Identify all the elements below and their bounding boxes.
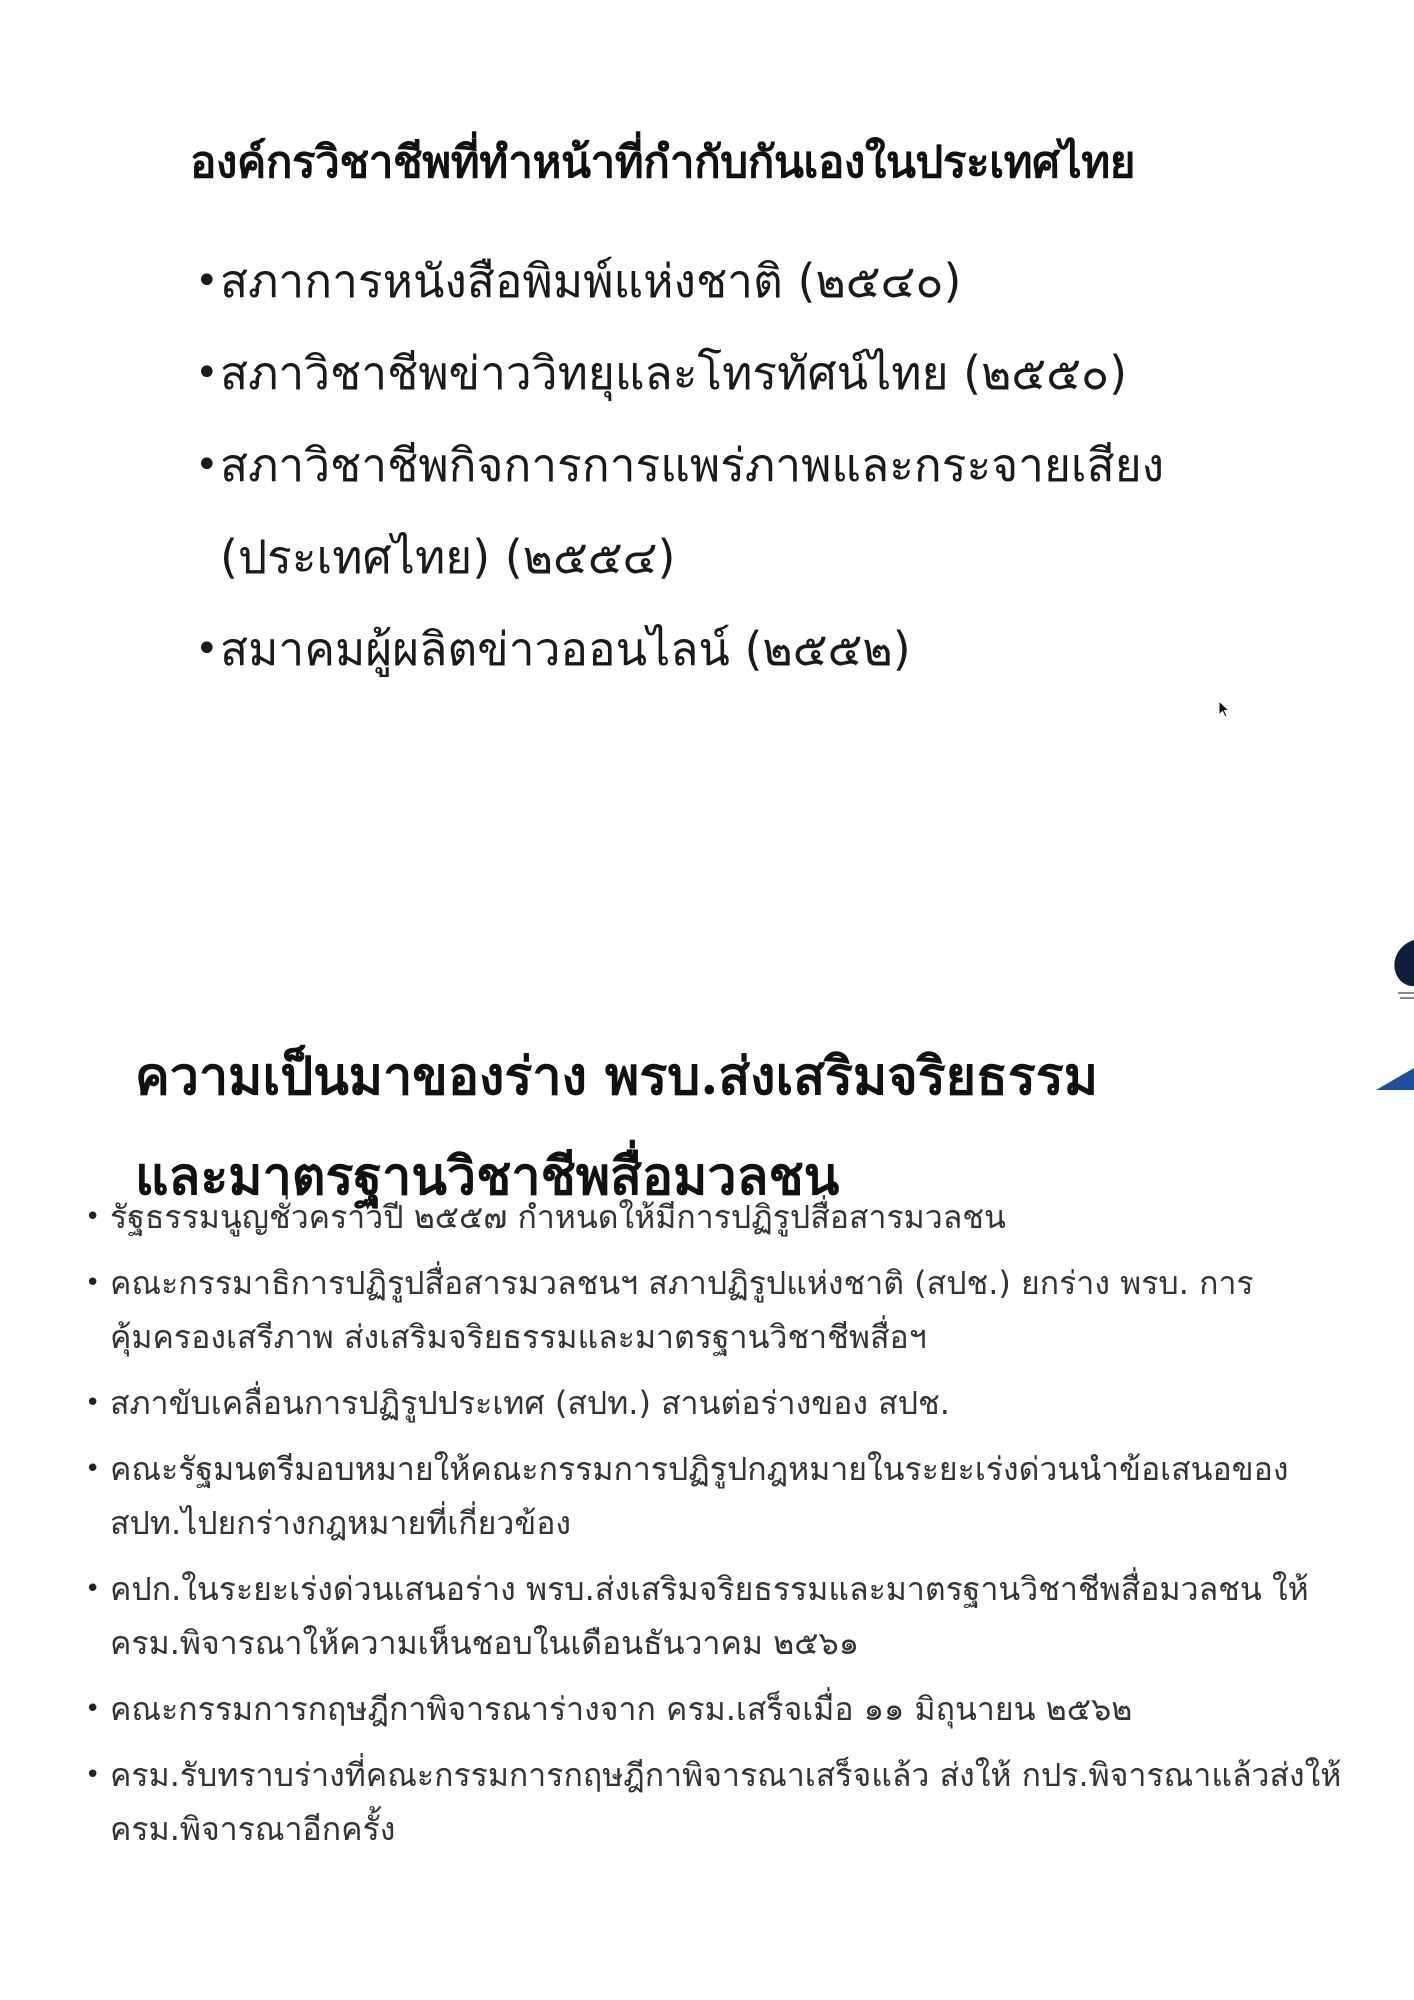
slide-title-line-1: ความเป็นมาของร่าง พรบ.ส่งเสริมจริยธรรม	[135, 1046, 1098, 1108]
mouse-cursor-icon	[1218, 700, 1232, 718]
list-item	[85, 1748, 1355, 1856]
bullet-icon: •	[85, 1388, 101, 1418]
slide-title-line-2: และมาตรฐานวิชาชีพสื่อมวลชน	[135, 1146, 840, 1208]
list-item	[85, 1562, 1355, 1670]
slide-self-regulating-organizations	[0, 0, 1414, 930]
list-item	[195, 235, 1245, 327]
history-list	[85, 1190, 1355, 1868]
list-item	[85, 1376, 1355, 1430]
list-item	[85, 1682, 1355, 1736]
slide-bill-history	[0, 940, 1414, 2000]
list-item-text: สภาขับเคลื่อนการปฏิรูปประเทศ (สปท.) สานต่อร่างของ สปช.	[110, 1384, 950, 1422]
partial-logo-icon	[1354, 940, 1414, 1140]
list-item	[195, 327, 1245, 419]
organization-list	[195, 235, 1245, 695]
bullet-icon: •	[195, 442, 219, 488]
bullet-icon: •	[195, 350, 219, 396]
list-item-text: รัฐธรรมนูญชั่วคราวปี ๒๕๕๗ กำหนดให้มีการปฏิรูปสื่อสารมวลชน	[110, 1198, 1006, 1236]
bullet-icon: •	[85, 1694, 101, 1724]
bullet-icon: •	[85, 1268, 101, 1298]
list-item-text: สภาวิชาชีพกิจการการแพร่ภาพและกระจายเสียง (ประเทศไทย) (๒๕๕๔)	[220, 438, 1165, 584]
list-item-text: สภาวิชาชีพข่าววิทยุและโทรทัศน์ไทย (๒๕๕๐)	[220, 346, 1128, 400]
list-item	[195, 603, 1245, 695]
list-item-text: สภาการหนังสือพิมพ์แห่งชาติ (๒๕๔๐)	[220, 254, 962, 308]
list-item	[85, 1190, 1355, 1244]
bullet-icon: •	[195, 626, 219, 672]
bullet-icon: •	[85, 1202, 101, 1232]
bullet-icon: •	[85, 1574, 101, 1604]
list-item-text: คณะกรรมการกฤษฎีกาพิจารณาร่างจาก ครม.เสร็จเมื่อ ๑๑ มิถุนายน ๒๕๖๒	[110, 1690, 1133, 1728]
list-item-text: คณะกรรมาธิการปฏิรูปสื่อสารมวลชนฯ สภาปฏิรูปแห่งชาติ (สปช.) ยกร่าง พรบ. การคุ้มครองเสรีภาพ ส่งเสริมจริยธรรมและมาตรฐานวิชาชีพสื่อฯ	[110, 1264, 1254, 1356]
list-item-text: คณะรัฐมนตรีมอบหมายให้คณะกรรมการปฏิรูปกฎหมายในระยะเร่งด่วนนำข้อเสนอของ สปท.ไปยกร่างกฎหมายที่เกี่ยวข้อง	[110, 1450, 1289, 1542]
bullet-icon: •	[195, 258, 219, 304]
list-item	[85, 1256, 1355, 1364]
list-item-text: คปก.ในระยะเร่งด่วนเสนอร่าง พรบ.ส่งเสริมจริยธรรมและมาตรฐานวิชาชีพสื่อมวลชน ให้ ครม.พิจารณาให้ความเห็นชอบในเดือนธันวาคม ๒๕๖๑	[110, 1570, 1309, 1662]
list-item-text: สมาคมผู้ผลิตข่าวออนไลน์ (๒๕๕๒)	[220, 622, 911, 676]
bullet-icon: •	[85, 1760, 101, 1790]
slide-title: องค์กรวิชาชีพที่ทำหน้าที่กำกับกันเองในประเทศไทย	[190, 137, 1135, 189]
bullet-icon: •	[85, 1454, 101, 1484]
list-item-text: ครม.รับทราบร่างที่คณะกรรมการกฤษฎีกาพิจารณาเสร็จแล้ว ส่งให้ กปร.พิจารณาแล้วส่งให้ ครม.พิจารณาอีกครั้ง	[110, 1756, 1342, 1848]
list-item	[195, 419, 1245, 603]
list-item	[85, 1442, 1355, 1550]
